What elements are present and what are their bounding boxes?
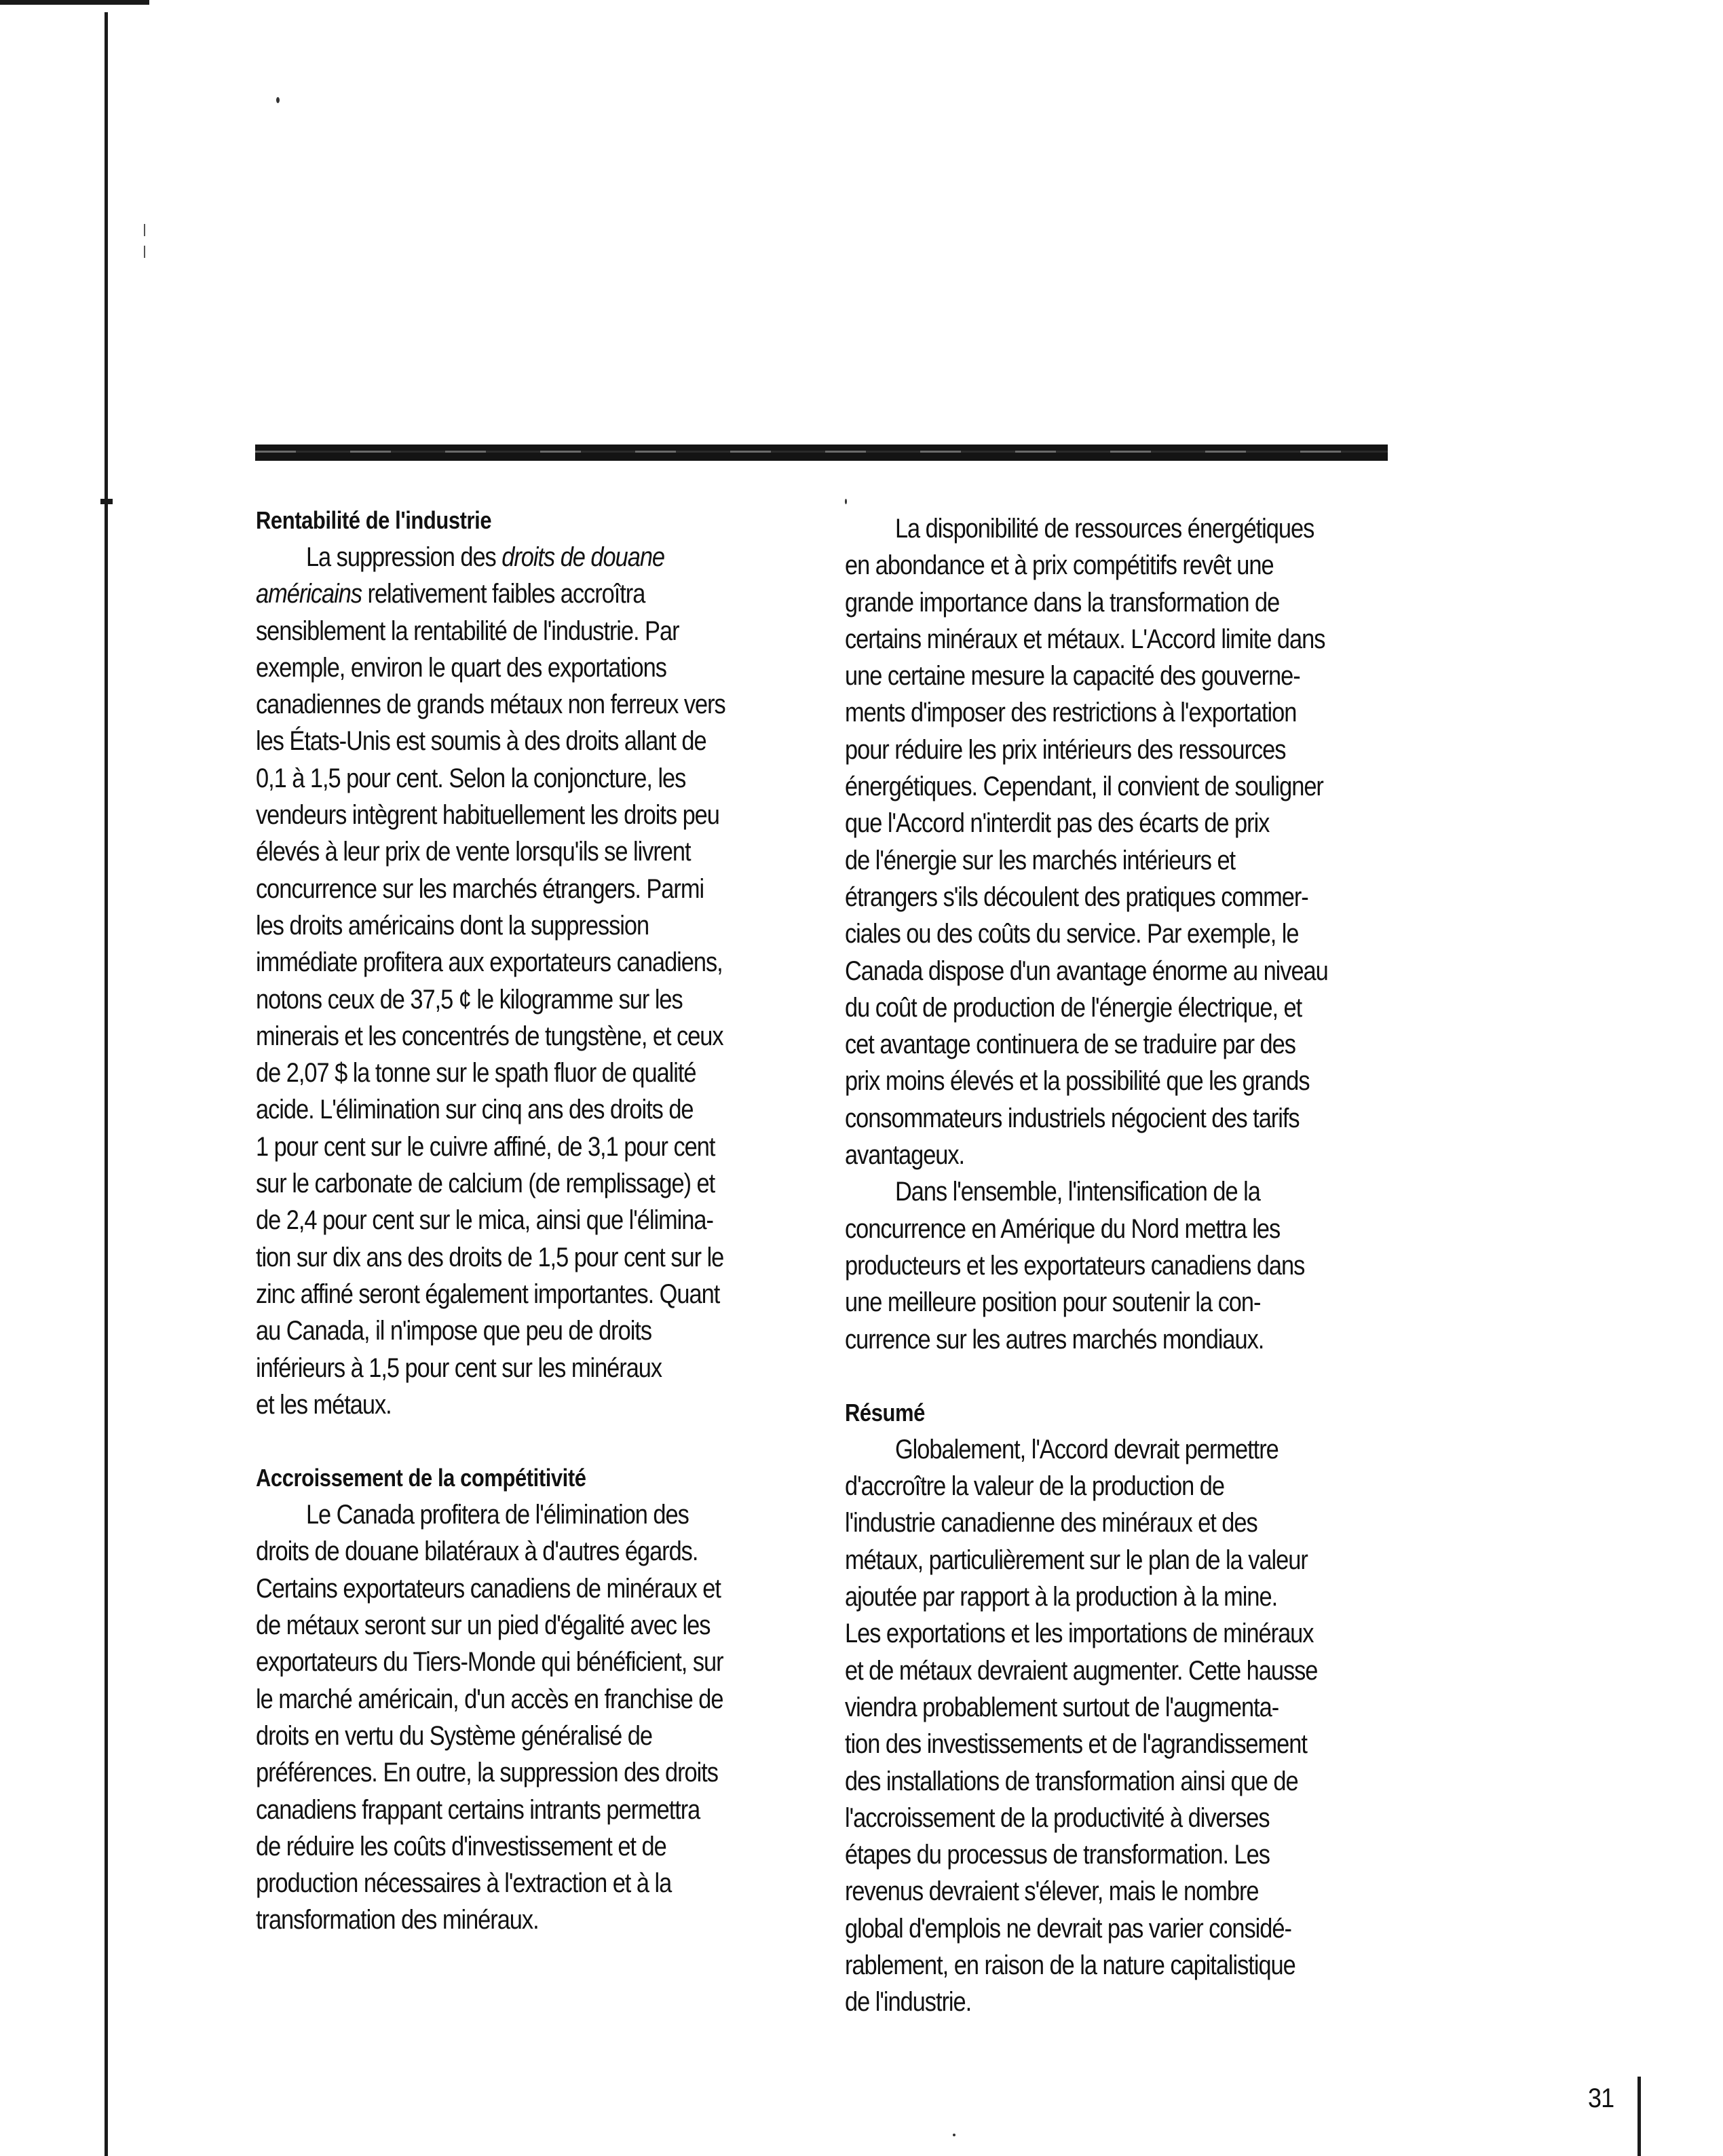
text-line: concurrence sur les marchés étrangers. Parmi [256, 873, 704, 904]
text-line: Le Canada profitera de l'élimination des [305, 1500, 689, 1530]
text-line: currence sur les autres marchés mondiaux. [845, 1324, 1264, 1355]
text-line: métaux, particulièrement sur le plan de la valeur [845, 1545, 1308, 1575]
text-line: et de métaux devraient augmenter. Cette hausse [845, 1655, 1318, 1686]
text-line: des installations de transformation ainsi que de [845, 1766, 1298, 1796]
text-line: les États-Unis est soumis à des droits allant de [256, 726, 706, 757]
text-line: Canada dispose d'un avantage énorme au niveau [845, 956, 1328, 986]
text-line: cet avantage continuera de se traduire par des [845, 1029, 1295, 1060]
text-line: Certains exportateurs canadiens de minéraux et [256, 1573, 721, 1604]
text-line: 0,1 à 1,5 pour cent. Selon la conjoncture, les [256, 763, 686, 793]
text-line: tion des investissements et de l'agrandissement [845, 1729, 1307, 1760]
text-line: producteurs et les exportateurs canadiens dans [845, 1250, 1305, 1281]
text-line: une meilleure position pour soutenir la con- [845, 1287, 1261, 1318]
text-line: notons ceux de 37,5 ¢ le kilogramme sur les [256, 984, 683, 1015]
text-line: Les exportations et les importations de minéraux [845, 1619, 1314, 1649]
scan-speck [845, 499, 847, 504]
text-line: grande importance dans la transformation de [845, 587, 1280, 618]
text-line: d'accroître la valeur de la production de [845, 1471, 1224, 1502]
text-line: prix moins élevés et la possibilité que les grands [845, 1066, 1310, 1097]
text-line: Globalement, l'Accord devrait permettre [894, 1434, 1279, 1464]
text-line: américains relativement faibles accroîtra [256, 579, 645, 609]
text-line: le marché américain, d'un accès en franchise de [256, 1684, 723, 1714]
text-line: de réduire les coûts d'investissement et de [256, 1831, 666, 1861]
text-line: l'accroissement de la productivité à diverses [845, 1802, 1270, 1833]
section-body [256, 539, 819, 1423]
text-line: canadiennes de grands métaux non ferreux vers [256, 689, 725, 720]
text-line: étrangers s'ils découlent des pratiques commer- [845, 882, 1308, 912]
text-line: revenus devraient s'élever, mais le nombre [845, 1876, 1259, 1907]
paragraph [845, 510, 1408, 1173]
text-line: élevés à leur prix de vente lorsqu'ils se livrent [256, 837, 691, 867]
text-line: du coût de production de l'énergie électrique, et [845, 992, 1302, 1023]
scan-binding-notch [100, 499, 113, 504]
text-line: canadiens frappant certains intrants permettra [256, 1794, 700, 1825]
text-line: et les métaux. [256, 1389, 392, 1420]
text-line: de 2,4 pour cent sur le mica, ainsi que l'élimina- [256, 1205, 713, 1236]
section-body [256, 1496, 819, 1939]
text-line: au Canada, il n'impose que peu de droits [256, 1316, 651, 1346]
text-line: Dans l'ensemble, l'intensification de la [894, 1177, 1260, 1207]
scan-binding-edge [105, 12, 108, 2156]
right-column [845, 510, 1408, 2021]
text-line: ments d'imposer des restrictions à l'exportation [845, 698, 1297, 728]
text-line: de l'énergie sur les marchés intérieurs et [845, 845, 1236, 875]
text-line: de l'industrie. [845, 1987, 972, 2018]
section-heading: Accroissement de la compétitivité [256, 1464, 586, 1492]
text-line: global d'emplois ne devrait pas varier considé- [845, 1913, 1291, 1944]
text-line: rablement, en raison de la nature capitalistique [845, 1950, 1295, 1980]
text-line: viendra probablement surtout de l'augmenta- [845, 1692, 1279, 1722]
text-line: vendeurs intègrent habituellement les droits peu [256, 800, 719, 831]
text-line: acide. L'élimination sur cinq ans des droits de [256, 1095, 694, 1125]
text-line: en abondance et à prix compétitifs revêt une [845, 550, 1274, 581]
text-line: consommateurs industriels négocient des tarifs [845, 1103, 1300, 1133]
text-line: une certaine mesure la capacité des gouverne- [845, 661, 1300, 692]
text-line: certains minéraux et métaux. L'Accord limite dans [845, 624, 1325, 654]
scan-speck [276, 97, 280, 103]
section-header-bar [255, 445, 1388, 461]
scan-speck [953, 2134, 955, 2136]
text-line: concurrence en Amérique du Nord mettra les [845, 1213, 1281, 1244]
left-column [256, 502, 819, 1939]
text-line: La disponibilité de ressources énergétiques [894, 514, 1314, 544]
text-line: 1 pour cent sur le cuivre affiné, de 3,1 pour cent [256, 1131, 715, 1162]
text-line: pour réduire les prix intérieurs des ressources [845, 734, 1286, 765]
text-line: de métaux seront sur un pied d'égalité avec les [256, 1610, 711, 1641]
text-line: production nécessaires à l'extraction et à la [256, 1868, 672, 1899]
text-line: zinc affiné seront également importantes. Quant [256, 1279, 720, 1309]
text-line: avantageux. [845, 1140, 965, 1171]
text-line: inférieurs à 1,5 pour cent sur les minéraux [256, 1353, 662, 1383]
section-body [845, 1431, 1408, 2021]
page-number: 31 [1588, 2083, 1614, 2113]
text-line: tion sur dix ans des droits de 1,5 pour cent sur le [256, 1242, 724, 1272]
paragraph [845, 1173, 1408, 1357]
text-line: minerais et les concentrés de tungstène, et ceux [256, 1021, 723, 1051]
text-line: l'industrie canadienne des minéraux et des [845, 1508, 1257, 1538]
text-line: droits de douane bilatéraux à d'autres égards. [256, 1536, 698, 1567]
text-line: énergétiques. Cependant, il convient de souligner [845, 772, 1323, 802]
scan-tick [144, 224, 145, 236]
text-line: que l'Accord n'interdit pas des écarts de prix [845, 808, 1270, 839]
section-heading: Rentabilité de l'industrie [256, 506, 492, 534]
text-line: exemple, environ le quart des exportations [256, 652, 666, 683]
text-line: de 2,07 $ la tonne sur le spath fluor de qualité [256, 1058, 696, 1089]
text-line: droits en vertu du Système généralisé de [256, 1720, 653, 1751]
text-line: ciales ou des coûts du service. Par exemple, le [845, 919, 1299, 949]
scan-top-rule [0, 0, 149, 5]
text-line: immédiate profitera aux exportateurs canadiens, [256, 947, 723, 978]
text-line: transformation des minéraux. [256, 1905, 539, 1935]
text-line: étapes du processus de transformation. Les [845, 1840, 1270, 1870]
text-line: les droits américains dont la suppression [256, 910, 649, 941]
text-line: préférences. En outre, la suppression des droits [256, 1758, 718, 1788]
scan-right-edge [1637, 2077, 1641, 2156]
scan-tick [144, 246, 145, 258]
text-line: La suppression des droits de douane [305, 542, 665, 572]
text-line: sensiblement la rentabilité de l'industrie. Par [256, 616, 679, 646]
text-line: exportateurs du Tiers-Monde qui bénéficient, sur [256, 1647, 723, 1678]
text-line: ajoutée par rapport à la production à la mine. [845, 1582, 1278, 1612]
section-heading: Résumé [845, 1398, 925, 1426]
text-line: sur le carbonate de calcium (de remplissage) et [256, 1169, 715, 1199]
